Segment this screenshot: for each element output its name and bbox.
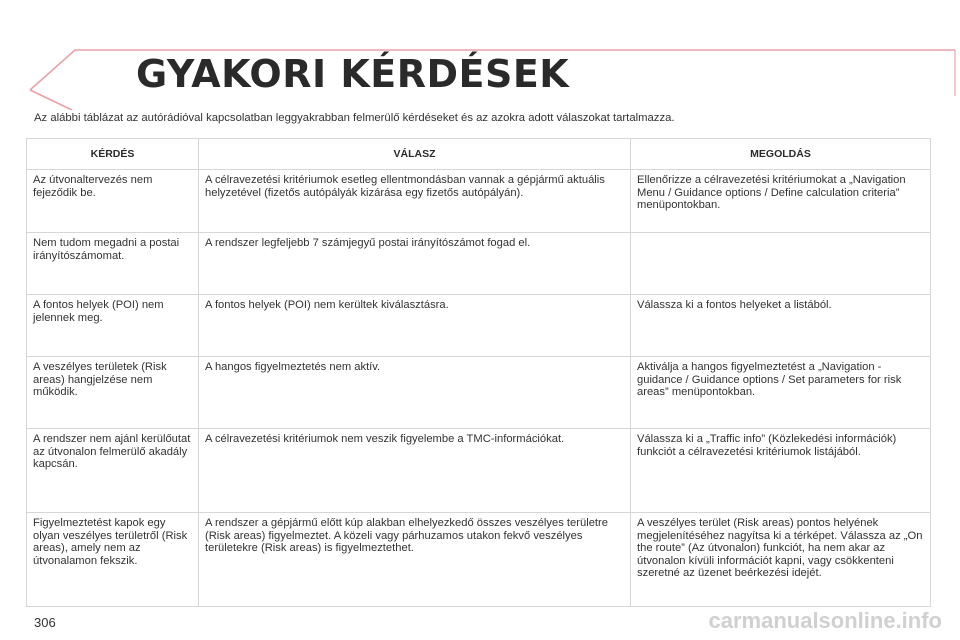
solution-cell: Ellenőrizze a célravezetési kritériumokat a „Navigation Menu / Guidance options / Define calculation criteria” menüpontokban. — [631, 170, 931, 233]
page-number: 306 — [34, 615, 56, 630]
answer-cell: A hangos figyelmeztetés nem aktív. — [199, 357, 631, 429]
table-row — [27, 429, 931, 513]
answer-cell: A célravezetési kritériumok nem veszik figyelembe a TMC-információkat. — [199, 429, 631, 513]
question-cell: Figyelmeztetést kapok egy olyan veszélyes területről (Risk areas), amely nem az útvonalamon fekszik. — [27, 513, 199, 607]
table-row — [27, 170, 931, 233]
question-cell: A rendszer nem ajánl kerülőutat az útvonalon felmerülő akadály kapcsán. — [27, 429, 199, 513]
solution-cell: Válassza ki a fontos helyeket a listából. — [631, 295, 931, 357]
faq-table — [26, 138, 931, 607]
answer-cell: A rendszer legfeljebb 7 számjegyű postai irányítószámot fogad el. — [199, 233, 631, 295]
header-answer: VÁLASZ — [199, 139, 631, 170]
answer-cell: A célravezetési kritériumok esetleg ellentmondásban vannak a gépjármű aktuális helyzetével (fizetős autópályák kizárása egy fizetős autópályán). — [199, 170, 631, 233]
table-row — [27, 513, 931, 607]
table-row — [27, 233, 931, 295]
answer-cell: A rendszer a gépjármű előtt kúp alakban elhelyezkedő összes veszélyes területre (Risk areas) figyelmeztet. A közeli vagy párhuzamos utakon fekvő veszélyes területekre (Risk areas) is figyelmeztethet. — [199, 513, 631, 607]
intro-text: Az alábbi táblázat az autórádióval kapcsolatban leggyakrabban felmerülő kérdéseket és az azokra adott válaszokat tartalmazza. — [34, 112, 675, 124]
answer-cell: A fontos helyek (POI) nem kerültek kiválasztásra. — [199, 295, 631, 357]
question-cell: Nem tudom megadni a postai irányítószámomat. — [27, 233, 199, 295]
table-row — [27, 295, 931, 357]
question-cell: A fontos helyek (POI) nem jelennek meg. — [27, 295, 199, 357]
header-question: KÉRDÉS — [27, 139, 199, 170]
table-header-row — [27, 139, 931, 170]
solution-cell — [631, 233, 931, 295]
solution-cell: Aktiválja a hangos figyelmeztetést a „Navigation - guidance / Guidance options / Set parameters for risk areas” menüpontokban. — [631, 357, 931, 429]
question-cell: A veszélyes területek (Risk areas) hangjelzése nem működik. — [27, 357, 199, 429]
solution-cell: A veszélyes terület (Risk areas) pontos helyének megjelenítéséhez nagyítsa ki a térképet. Válassza az „On the route” (Az útvonalon) funkciót, ha nem akar az útvonalon kívüli információt kapni, vagy csökkenteni szeretné az üzenet beérkezési idejét. — [631, 513, 931, 607]
watermark: carmanualsonline.info — [708, 608, 942, 633]
question-cell: Az útvonaltervezés nem fejeződik be. — [27, 170, 199, 233]
header-solution: MEGOLDÁS — [631, 139, 931, 170]
table-row — [27, 357, 931, 429]
solution-cell: Válassza ki a „Traffic info” (Közlekedési információk) funkciót a célravezetési kritériumok listájából. — [631, 429, 931, 513]
page-title: GYAKORI KÉRDÉSEK — [136, 52, 570, 96]
